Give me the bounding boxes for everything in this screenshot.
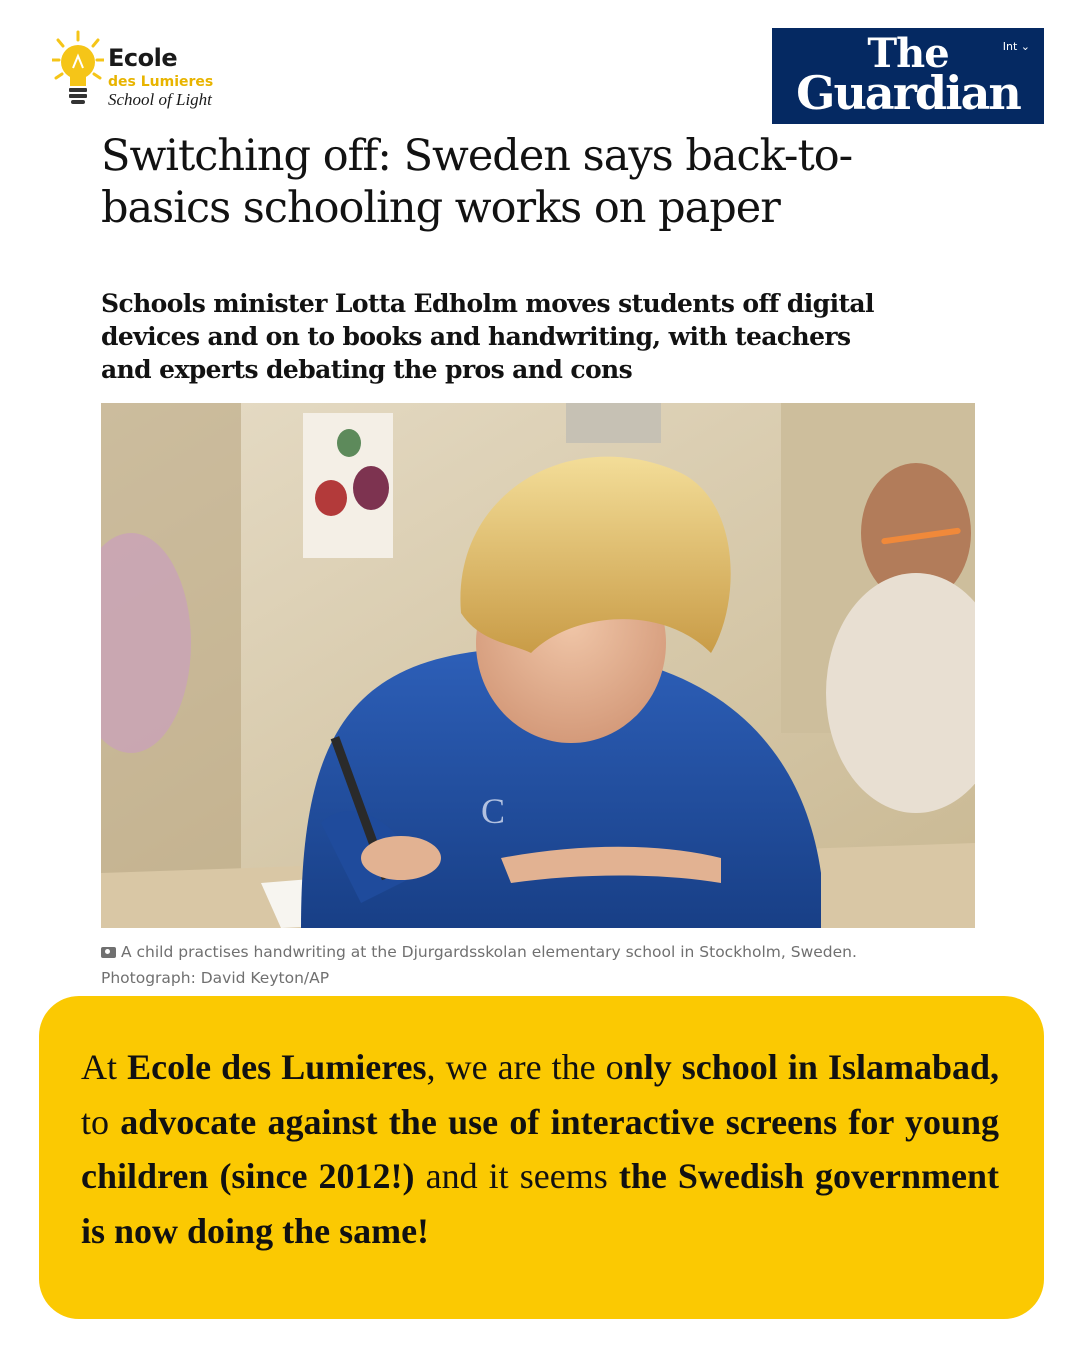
lightbulb-icon (52, 30, 104, 110)
callout-segment: , we are the o (426, 1047, 624, 1087)
masthead-line1: The (867, 30, 949, 77)
school-message-callout (39, 996, 1044, 1319)
callout-segment: nly school in Islamabad, (623, 1047, 999, 1087)
callout-segment: advocate against the use of interactive screens for young children (since 2012!) (81, 1101, 999, 1196)
school-name-sub: des Lumieres (108, 74, 214, 90)
school-name: Ecole (108, 44, 178, 72)
callout-segment: Ecole des Lumieres (127, 1047, 427, 1087)
callout-segment: the Swedish government is now doing the same! (81, 1156, 1000, 1251)
callout-text (81, 1040, 999, 1258)
masthead-line2: Guardian (796, 66, 1020, 120)
guardian-masthead (772, 28, 1044, 124)
svg-text:C: C (481, 791, 506, 831)
camera-icon (101, 947, 116, 958)
edition-selector[interactable]: Int ⌄ (1002, 40, 1030, 53)
photo-credit: Photograph: David Keyton/AP (101, 969, 330, 987)
caption-text: A child practises handwriting at the Djurgardsskolan elementary school in Stockholm, Sweden. (121, 943, 857, 961)
school-tagline: School of Light (108, 90, 212, 109)
school-logo (52, 30, 252, 110)
callout-segment: and it seems (414, 1156, 619, 1196)
article-headline: Switching off: Sweden says back-to-basics schooling works on paper (101, 131, 853, 233)
photo-caption (101, 939, 981, 991)
chevron-down-icon: ⌄ (1020, 40, 1030, 53)
article-standfirst: Schools minister Lotta Edholm moves students off digital devices and on to books and handwriting, with teachers and experts debating the pros and cons (101, 289, 874, 384)
classroom-photo (101, 403, 975, 928)
callout-segment: At (81, 1047, 128, 1087)
callout-segment: to (81, 1101, 121, 1142)
article-photo (101, 403, 975, 928)
